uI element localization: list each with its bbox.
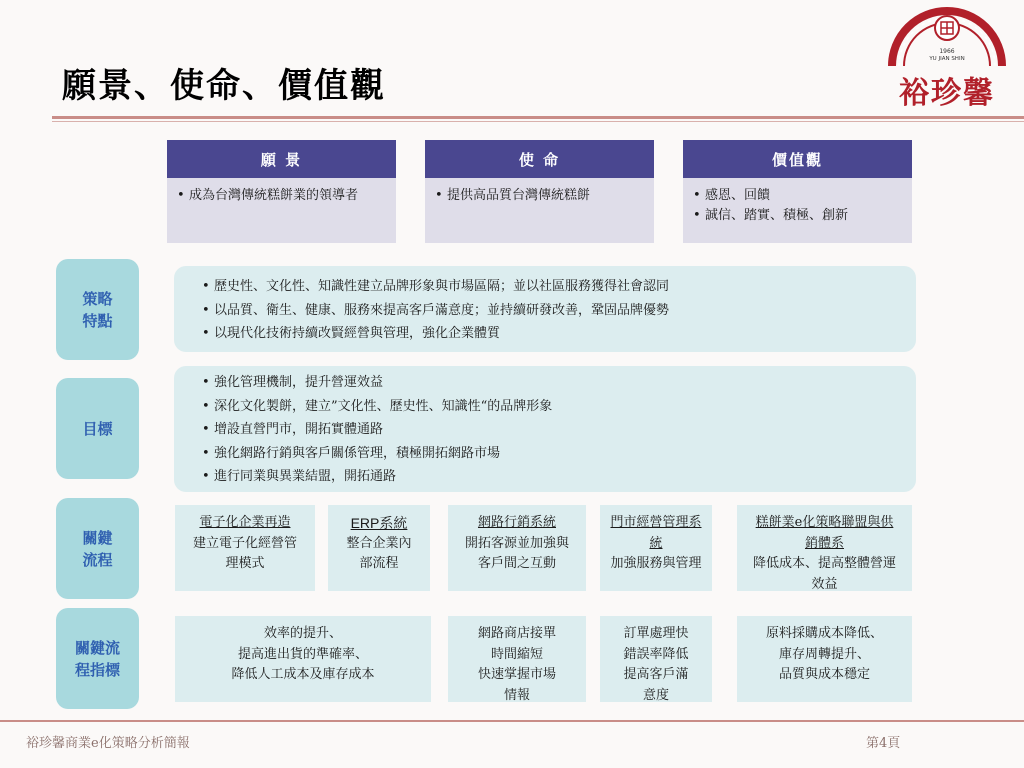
- process-box-alliance: [737, 505, 912, 591]
- mission-box: [425, 140, 654, 243]
- footer-title: 裕珍馨商業e化策略分析簡報: [26, 736, 190, 751]
- process-box-desc: 建立電子化經營管理模式: [192, 535, 297, 571]
- goal-item: • 強化管理機制，提升營運效益: [202, 371, 916, 395]
- kpi-label: 關鍵流 程指標: [56, 608, 139, 709]
- company-logo: [872, 2, 1022, 116]
- goal-item: • 進行同業與異業結盟，開拓通路: [202, 465, 916, 489]
- mission-item: • 提供高品質台灣傳統糕餅: [435, 186, 644, 206]
- key-process-label: 關鍵 流程: [56, 498, 139, 599]
- process-box-title: 電子化企業再造: [199, 515, 291, 530]
- strategy-label: 策略 特點: [56, 259, 139, 360]
- mission-header: 使 命: [425, 140, 654, 178]
- process-box-title: 網路行銷系統: [477, 515, 556, 530]
- process-box-erp: [328, 505, 430, 591]
- strategy-panel: [174, 266, 916, 352]
- header-divider: [52, 116, 1024, 119]
- strategy-item: • 以現代化技術持續改賢經營與管理，強化企業體質: [202, 322, 916, 346]
- logo-year: 1966: [939, 48, 955, 55]
- goal-item: • 增設直營門市，開拓實體通路: [202, 418, 916, 442]
- goal-item: • 強化網路行銷與客戶關係管理，積極開拓網路市場: [202, 442, 916, 466]
- kpi-box-efficiency: 效率的提升、 提高進出貨的準確率、 降低人工成本及庫存成本: [175, 616, 431, 702]
- process-box-store-mgmt: [600, 505, 712, 591]
- kpi-box-web-store: 網路商店接單 時間縮短 快速掌握市場 情報: [448, 616, 586, 702]
- footer-divider: [0, 720, 1024, 722]
- process-box-title: 門市經營管理系統: [610, 515, 702, 551]
- values-item: • 感恩、回饋: [693, 186, 902, 206]
- process-box-web-marketing: [448, 505, 586, 591]
- logo-name: 裕珍馨: [899, 76, 995, 111]
- goals-label: 目標: [56, 378, 139, 479]
- process-box-desc: 開拓客源並加強與客戶間之互動: [464, 535, 569, 571]
- vision-box: [167, 140, 396, 243]
- strategy-item: • 以品質、衛生、健康、服務來提高客戶滿意度；並持續研發改善，鞏固品牌優勢: [202, 299, 916, 323]
- values-item: • 誠信、踏實、積極、創新: [693, 206, 902, 226]
- goals-panel: [174, 366, 916, 492]
- slide-title: 願景、使命、價值觀: [62, 66, 386, 106]
- values-list: [693, 186, 902, 226]
- process-box-ebusiness: [175, 505, 315, 591]
- vision-header: 願 景: [167, 140, 396, 178]
- logo-english-name: YU JIAN SHIN: [929, 56, 965, 62]
- values-box: [683, 140, 912, 243]
- strategy-item: • 歷史性、文化性、知識性建立品牌形象與市場區隔；並以社區服務獲得社會認同: [202, 275, 916, 299]
- process-box-desc: 降低成本、提高整體營運效益: [752, 556, 896, 592]
- mission-list: [435, 186, 644, 206]
- goal-item: • 深化文化製餅，建立”文化性、歷史性、知識性“的品牌形象: [202, 395, 916, 419]
- kpi-box-procurement: 原料採購成本降低、 庫存周轉提升、 品質與成本穩定: [737, 616, 912, 702]
- vision-item: • 成為台灣傳統糕餅業的領導者: [177, 186, 386, 206]
- header-divider-thin: [52, 121, 1024, 122]
- process-box-desc: 整合企業內部流程: [346, 535, 412, 571]
- page-number: 第4頁: [866, 736, 901, 751]
- process-box-title: 糕餅業e化策略聯盟與供銷體系: [755, 515, 894, 551]
- kpi-box-order-processing: 訂單處理快 錯誤率降低 提高客戶滿 意度: [600, 616, 712, 702]
- process-box-title: ERP系統: [350, 515, 408, 531]
- process-box-desc: 加強服務與管理: [610, 556, 702, 571]
- vision-list: [177, 186, 386, 206]
- values-header: 價值觀: [683, 140, 912, 178]
